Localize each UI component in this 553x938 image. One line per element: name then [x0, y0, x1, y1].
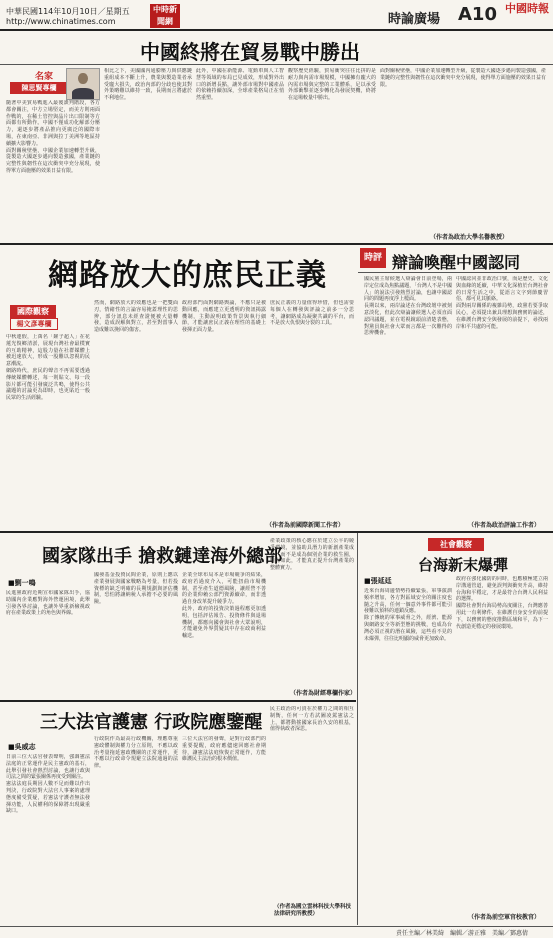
- paragraph: 中國認同並非政治口號，而是歷史、文化與血緣的延續，中華文化深植於台灣社會的日常生活之中，從語言文字到節慶習俗，都可見其脈絡。: [456, 276, 548, 303]
- columnist-name-tag: 楊文彥專欄: [10, 318, 58, 330]
- author-affiliation: （作者為政治大學名譽教授）: [430, 234, 509, 241]
- paragraph: 民進黨政府近期宣布國家隊出手，協助國內企業應對海外營運困境，此舉引發各界討論，也讓外界重新檢視政府在產業政策上的角色與界線。: [6, 590, 90, 617]
- paragraph: 憲法法庭長期因人數不足而難以作出判決，行政院對大法官人事案的處理態度備受質疑，若憲法守護者無法發揮功能，人民權利的保障將出現嚴重缺口。: [6, 781, 90, 815]
- paragraph: 中秋連假，上萬名「鏟子超人」在花蓮光復鄉清淤，展現台灣社會最樸實的互助精神，這股力量在社群媒體上被迅速放大，形成一股難以忽視的民意潮流。: [6, 334, 90, 368]
- paragraph: 此外，政府的投資決策過程應更加透明，包括評估報告、投資條件與退場機制，都應向國會與社會大眾說明，才能避免外界質疑其中存在政商利益輸送。: [182, 605, 266, 640]
- article1-col2: [104, 68, 192, 240]
- article4-col2: [94, 572, 178, 698]
- paragraph: 網路時代，庶民的聲音不再需要透過傳統媒體轉述，每一則貼文、每一段影片都可能引發廣泛共鳴，使得公共議題的討論更為即時，也更貼近一般民眾的生活經驗。: [6, 367, 90, 402]
- article4-headline: 國家隊出手 搶救鏈達海外總部: [42, 546, 283, 567]
- article6-col1: [6, 754, 90, 924]
- article6-col4: [270, 706, 354, 902]
- paragraph: 政府在強化國防的同時，也應積極建立兩岸溝通管道，避免誤判與衝突升高，維持台海和平穩定，才是最符合台灣人民利益的選擇。: [456, 576, 548, 603]
- paragraph: 國民黨主席候選人辯論會日前登場，兩岸定位成為焦點議題，「台灣人不是中國人」的說法引發熱烈討論，也讓中國認同的問題再度浮上檯面。: [364, 276, 452, 303]
- author-affiliation: （作者為前空軍官校教官）: [468, 914, 541, 921]
- brand-logo: 中國時報: [505, 2, 549, 15]
- footer-divider: [0, 926, 553, 927]
- paragraph: 長期以來，兩岸論述在台灣政壇中被刻意淡化，但此次辯論讓候選人必須直面認同議題，並在電視鏡頭前清楚表態，對黨員與社會大眾而言都是一次難得的思辨機會。: [364, 303, 452, 337]
- article2-col3: [182, 300, 266, 530]
- article2-headline: 網路放大的庶民正義: [48, 258, 327, 293]
- paragraph: 然而，網路放大的效應也是一把雙面刃，情緒性的言論容易掩蓋理性的思辨，部分訊息未經查證便被大量轉發，造成誤解與對立，甚至對當事人造成難以挽回的傷害。: [94, 300, 178, 334]
- editorial-credits: 責任主編／林美綺 編輯／游正雅 美編／鄧惠倩: [396, 930, 529, 937]
- column-divider: [357, 533, 358, 925]
- author-affiliation: （作者為政治評論工作者）: [468, 522, 541, 529]
- paragraph: 此外，中國在新能源、電動車與人工智慧等領域的布局已見成效，形成對外出口的新增長點，讓外部市場對中國產品的依賴持續加深，全球產業格局正在悄然重塑。: [196, 68, 284, 102]
- paragraph: 隨著中美貿易戰進入最後談判階段，各方都會關注，中方立場堅定，而美方則兩面作戰的，在稀土管控與晶片出口限制等方面都有所動作。中國不僅成功化解部分壓力，還逐步將產品推向更廣泛的國際市場，在東南亞、非洲與拉丁美洲等地區持續擴大影響力。: [6, 100, 100, 147]
- article4-col4: [270, 538, 354, 686]
- page-number: A10: [458, 4, 497, 25]
- paragraph: 國際社會對台海局勢高度關注，台灣應善用此一有利條件，在維護自身安全的前提下，以務實的態度推動區域和平，為下一代創造更穩定的發展環境。: [456, 603, 548, 630]
- paragraph: 觀察歷史經驗，貿易衝突往往比拼的是耐力與內需市場規模，中國擁有龐大的內需市場與完整的工業體系，足以承受外部衝擊並逐步轉化為發展契機，終將在這場較量中勝出。: [288, 68, 376, 102]
- divider: [358, 272, 550, 273]
- article3-headline: 辯論喚醒中國認同: [392, 253, 521, 272]
- article6-col3: [182, 736, 266, 924]
- article4-byline: ■劉一鳴: [8, 579, 36, 587]
- article5-col1: [364, 588, 452, 924]
- paragraph: 面對兩岸關係的複雜局勢，政黨若要爭取民心，必須提出兼具理想與務實的論述，在維護台灣安全與發展的前提下，尋找兩岸和平共處的可能。: [456, 303, 548, 330]
- paragraph: 近來台海周邊情勢持續緊張，軍事演訓頻率增加，各方對區域安全的關注度也隨之升高，任何一個意外事件都可能引發難以預料的連鎖反應。: [364, 588, 452, 615]
- newspaper-logo: 中時新聞網: [150, 4, 180, 28]
- masthead-divider: [0, 29, 553, 31]
- author-affiliation: （作者為前國際新聞工作者）: [266, 522, 345, 529]
- column-label: 國際觀察: [10, 305, 56, 318]
- paragraph: 企業全球布局本是市場競爭的結果，政府若過度介入，可能扭曲市場機制，甚至產生道德風險，讓經營不善的企業仰賴公部門資源續命，而非透過自身改革提升競爭力。: [182, 572, 266, 606]
- columnist-name-tag: 陳思賢專欄: [10, 82, 68, 94]
- article5-headline: 台海新末爆彈: [418, 556, 509, 574]
- column-label: 社會觀察: [428, 538, 484, 551]
- author-affiliation: （作者為財經專欄作家）: [290, 690, 357, 697]
- article1-col1: [6, 100, 100, 240]
- paragraph: 面對關稅壁壘，中國企業加速轉型升級，從製造大國逐步邁向製造強國，產業鏈的完整性與韌性在這次衝突中充分展現，使得單方面施壓的效果日益有限。: [380, 68, 546, 88]
- website-url[interactable]: http://www.chinatimes.com: [6, 17, 116, 26]
- paragraph: 產業政策的核心應在於建立公平的競爭環境，並協助具潛力的新創產業成長，而不是成為個別企業的救生圈，唯有如此，才能真正提升台灣產業的整體實力。: [270, 538, 354, 572]
- article2-col1: [6, 334, 90, 530]
- paragraph: 面對關稅壁壘，中國企業加速轉型升級，從製造大國逐步邁向製造強國，產業鏈的完整性與韌性在這次衝突中充分展現，使得單方面施壓的效果日益有限。: [6, 147, 100, 174]
- paragraph: 庶民正義的力量值得珍惜，但也需要每個人在轉發與評論之前多一分思考，讓網路成為凝聚共識的平台，而不是放大仇恨與分裂的工具。: [270, 300, 354, 327]
- divider: [0, 700, 356, 702]
- article1-col4: [288, 68, 376, 240]
- article3-col1: [364, 276, 452, 528]
- paragraph: 國發基金投資民間企業，原則上應以產業發展與國家戰略為考量，但若投資標的缺乏明確的長期規劃與評估機制，恐怕將讓納稅人承擔不必要的風險。: [94, 572, 178, 606]
- paragraph: 民主政治的可貴在於權力之間的相互制衡，任何一方若試圖凌駕憲法之上，都將動搖國家長治久安的根基，值得執政者深思。: [270, 706, 354, 733]
- issue-date: 中華民國114年10月10日／星期五: [6, 7, 130, 16]
- column-label: 名家: [34, 72, 53, 82]
- article4-col1: [6, 590, 90, 698]
- article1-col5: [380, 68, 546, 230]
- article6-headline: 三大法官護憲 行政院應鑒醒: [40, 712, 263, 733]
- article1-col3: [196, 68, 284, 240]
- author-photo: [66, 68, 100, 100]
- paragraph: 政府部門面對網路輿論，不應只是被動回應，而應建立更透明的資訊揭露機制，主動說明政策背景與執行細節，才能讓庶民正義在理性的基礎上發揮正面力量。: [182, 300, 266, 334]
- divider: [0, 531, 553, 533]
- article6-col2: [94, 736, 178, 924]
- paragraph: 三位大法官的發聲，是對行政部門的重要提醒，政府應儘速回應社會期待，讓憲法法庭恢復正常運作，方能維護民主法治的根本價值。: [182, 736, 266, 763]
- article2-col4: [270, 300, 354, 518]
- article3-col2: [456, 276, 548, 518]
- article4-col3: [182, 572, 266, 698]
- section-title: 時論廣場: [388, 12, 441, 27]
- article5-byline: ■張延廷: [364, 577, 392, 585]
- paragraph: 日前三位大法官發表聲明，強調憲法法庭的正常運作是民主憲政的基石，此舉引發社會熱烈討論，也讓行政與司法之間的緊張關係再度受到關注。: [6, 754, 90, 781]
- article6-byline: ■吳威志: [8, 743, 36, 751]
- article5-col2: [456, 576, 548, 910]
- author-affiliation: （作者為國立雲林科技大學科技法律研究所教授）: [274, 904, 352, 917]
- article1-headline: 中國終將在貿易戰中勝出: [140, 40, 360, 64]
- article2-col2: [94, 300, 178, 530]
- commentary-tag: 時評: [360, 248, 386, 268]
- paragraph: 行政院作為最高行政機關，理應尊重憲政體制與權力分立原則，不應以政治考量拖延憲政機關的正常運作，更不應以行政命令規避立法院通過的法律。: [94, 736, 178, 770]
- divider: [0, 64, 553, 65]
- paragraph: 除了傳統的軍事威脅之外，經濟、能源與網路安全等新型態的挑戰，也成為台灣必須正視的潛在風險，這些看不見的未爆彈，往往比明顯的威脅更加致命。: [364, 615, 452, 642]
- divider: [0, 243, 553, 245]
- paragraph: 相比之下，美國國內通膨壓力與供應鏈重組成本不斷上升，農業與製造業者承受龐大損失，政治內部的分歧也使其對外策略難以維持一致，長期而言將處於不利地位。: [104, 68, 192, 102]
